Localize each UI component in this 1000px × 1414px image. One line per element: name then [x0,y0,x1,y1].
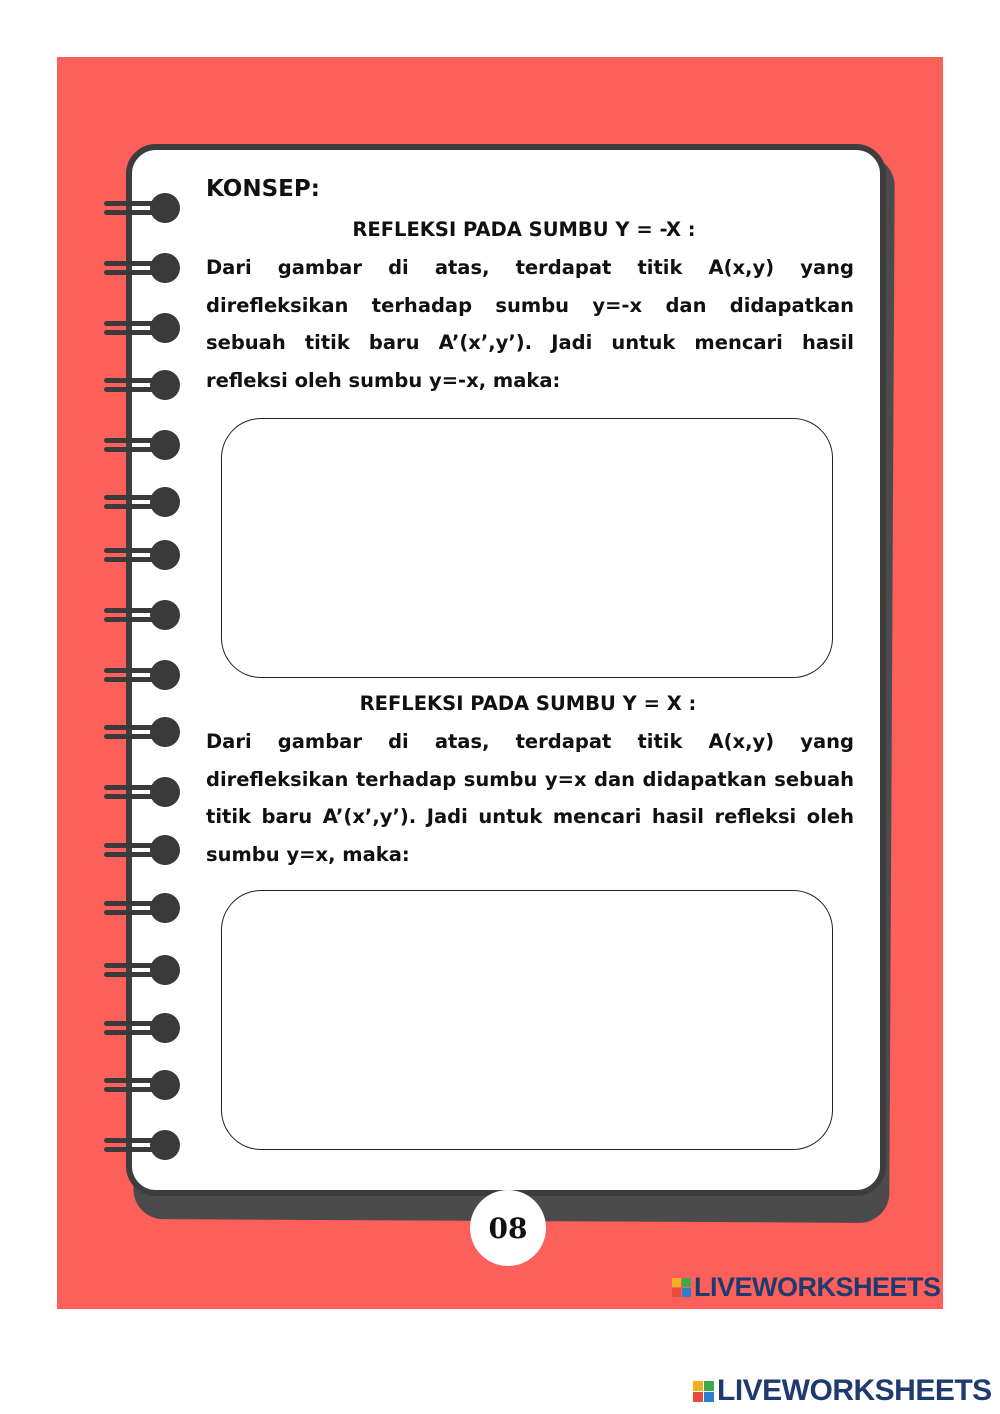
section-text-reflection-y-neg-x: Dari gambar di atas, terdapat titik A(x,y) yang direfleksikan terhadap sumbu y=-x dan didapatkan sebuah titik baru A’(x’,y’). Jadi untuk mencari hasil refleksi oleh sumbu y=-x, maka: [206,256,854,392]
spiral-ring-icon [104,313,184,343]
liveworksheets-logo-icon [693,1381,714,1402]
spiral-ring-icon [104,1130,184,1160]
spiral-ring-icon [104,660,184,690]
heading-konsep: KONSEP: [206,176,320,202]
logo-text: LIVEWORKSHEETS [717,1374,992,1407]
spiral-ring-icon [104,777,184,807]
spiral-ring-icon [104,487,184,517]
spiral-ring-icon [104,370,184,400]
spiral-ring-icon [104,193,184,223]
page-number-badge [470,1190,546,1266]
logo-text: LIVEWORKSHEETS [694,1272,941,1302]
liveworksheets-logo-icon [672,1278,691,1297]
spiral-ring-icon [104,1070,184,1100]
section-title-reflection-y-x: REFLEKSI PADA SUMBU Y = X : [359,692,697,715]
answer-box-reflection-y-x[interactable] [221,890,833,1150]
page-number: 08 [488,1211,528,1245]
spiral-ring-icon [104,835,184,865]
spiral-ring-icon [104,540,184,570]
liveworksheets-logo-inner [672,1272,941,1303]
section-title-reflection-y-neg-x: REFLEKSI PADA SUMBU Y = -X : [352,218,696,241]
spiral-ring-icon [104,955,184,985]
answer-box-reflection-y-neg-x[interactable] [221,418,833,678]
spiral-ring-icon [104,430,184,460]
spiral-ring-icon [104,893,184,923]
spiral-ring-icon [104,1013,184,1043]
section-text-reflection-y-x: Dari gambar di atas, terdapat titik A(x,y) yang direfleksikan terhadap sumbu y=x dan didapatkan sebuah titik baru A’(x’,y’). Jadi untuk mencari hasil refleksi oleh sumbu y=x, maka: [206,730,854,866]
spiral-ring-icon [104,717,184,747]
spiral-ring-icon [104,253,184,283]
liveworksheets-logo-footer [693,1374,992,1408]
spiral-ring-icon [104,600,184,630]
